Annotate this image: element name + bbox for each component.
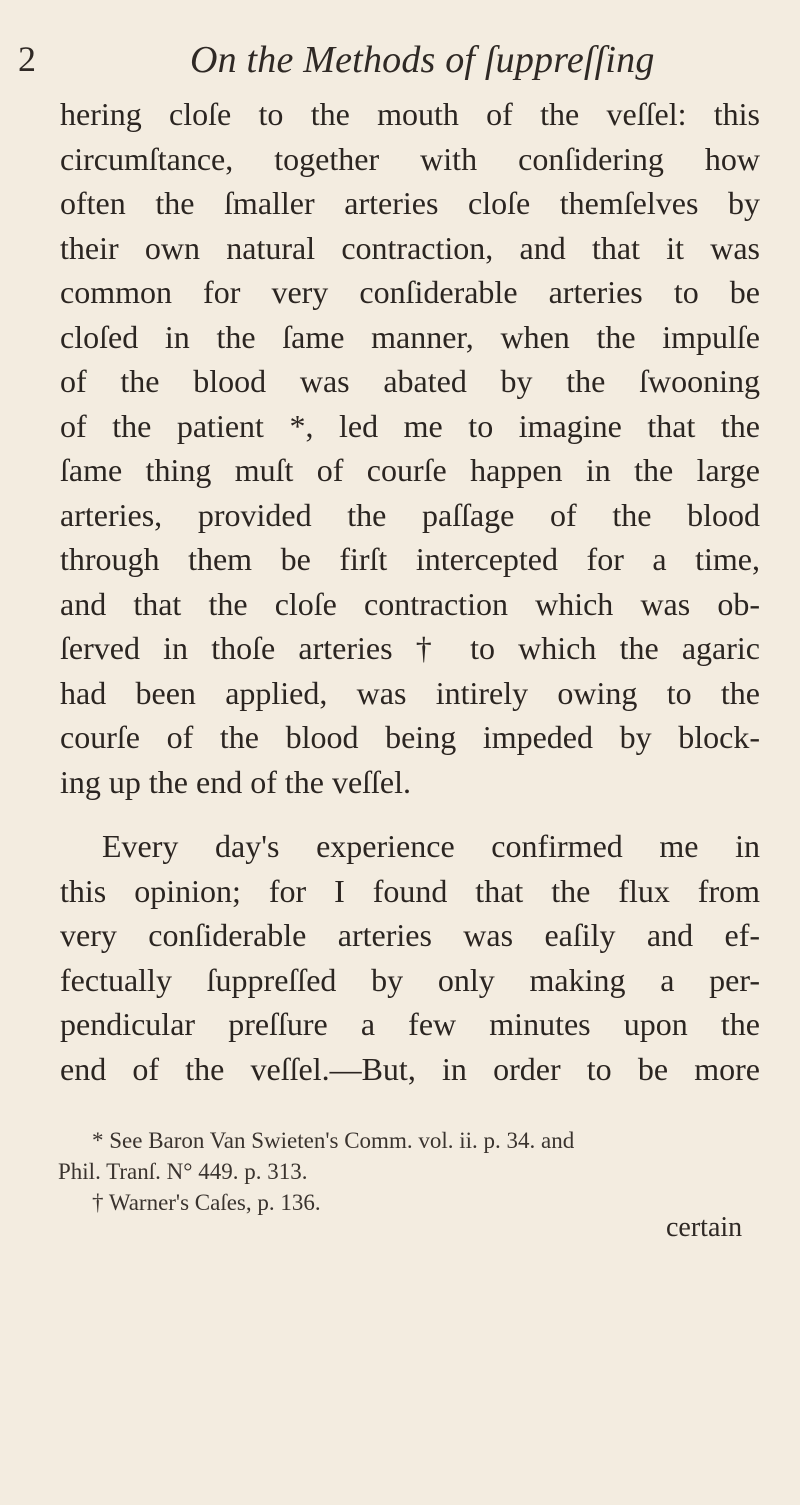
footnote-line: Phil. Tranſ. N° 449. p. 313. (58, 1159, 308, 1184)
text-line: Every day's experience confirmed me in (102, 828, 760, 864)
text-line: this opinion; for I found that the flux from (60, 872, 760, 909)
text-line: had been applied, was intirely owing to the (60, 674, 760, 711)
text-line: of the blood was abated by the ſwooning (60, 363, 760, 399)
footnote-line: * See Baron Van Swieten's Comm. vol. ii. p. 34. and (92, 1128, 575, 1153)
running-title: On the Methods of ſuppreſſing (190, 39, 655, 81)
paragraph-gap (60, 804, 760, 824)
text-line: hering cloſe to the mouth of the veſſel: this (60, 96, 760, 132)
footnote-line: † Warner's Caſes, p. 136. (92, 1190, 321, 1215)
text-line: through them be firſt intercepted for a time, (60, 541, 760, 577)
page-header (18, 38, 758, 86)
text-line: circumſtance, together with conſidering how (60, 140, 760, 177)
text-line: end of the veſſel.—But, in order to be more (60, 1050, 760, 1087)
text-line: courſe of the blood being impeded by block- (60, 719, 760, 755)
text-line: pendicular preſſure a few minutes upon the (60, 1006, 760, 1042)
text-line: ing up the end of the veſſel. (60, 763, 412, 800)
text-line: their own natural contraction, and that it was (60, 229, 760, 266)
text-line: of the patient *, led me to imagine that the (60, 407, 760, 444)
page-number: 2 (18, 39, 36, 79)
catchword: certain (666, 1212, 743, 1243)
text-line: ſame thing muſt of courſe happen in the large (60, 452, 760, 488)
text-line: and that the cloſe contraction which was ob- (60, 585, 760, 622)
footnotes (58, 1125, 760, 1218)
text-line: common for very conſiderable arteries to be (60, 274, 760, 310)
text-line: very conſiderable arteries was eaſily and ef- (60, 917, 760, 953)
text-line: cloſed in the ſame manner, when the impulſe (60, 318, 760, 355)
body-text (60, 92, 760, 1091)
text-line: ſerved in thoſe arteries † to which the agaric (60, 630, 760, 666)
text-line: fectually ſuppreſſed by only making a per- (60, 961, 760, 998)
text-line: arteries, provided the paſſage of the blood (60, 496, 760, 533)
text-line: often the ſmaller arteries cloſe themſelves by (60, 185, 760, 221)
